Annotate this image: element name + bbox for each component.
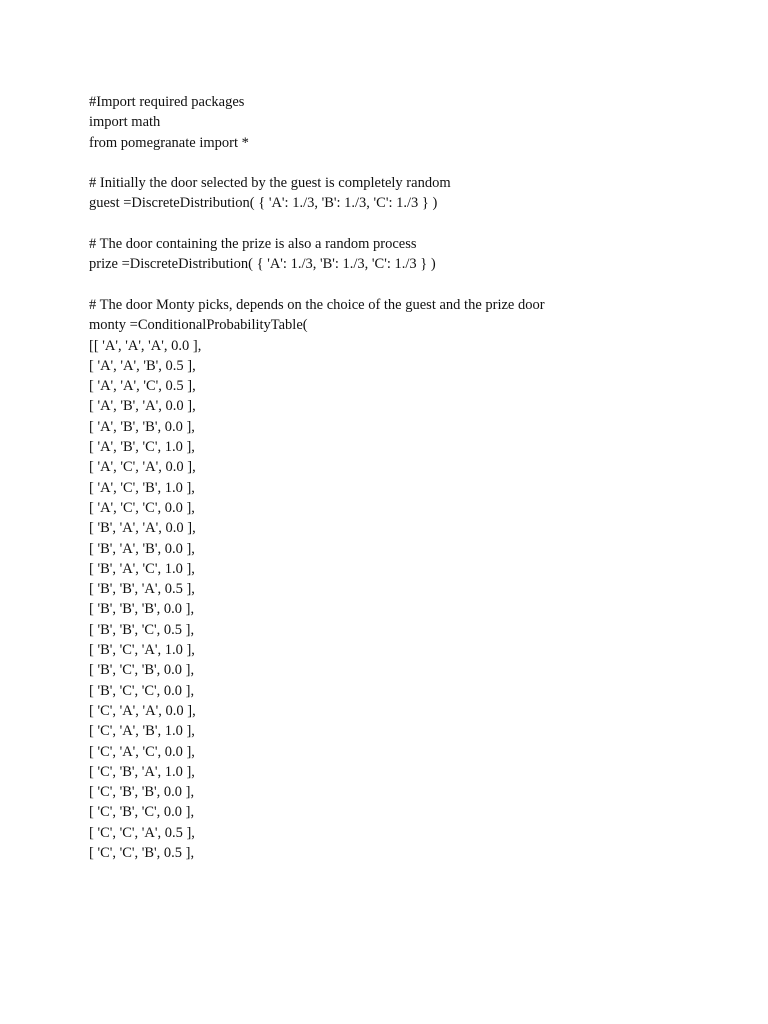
- table-row: [ 'B', 'B', 'A', 0.5 ],: [89, 581, 195, 598]
- monty-comment: # The door Monty picks, depends on the choice of the guest and the prize door: [89, 296, 545, 313]
- table-row: [ 'B', 'B', 'B', 0.0 ],: [89, 601, 195, 618]
- blank-line: [89, 153, 545, 173]
- import-comment: #Import required packages: [89, 94, 245, 110]
- monty-code-line: monty =ConditionalProbabilityTable(: [89, 317, 308, 334]
- table-row: [ 'B', 'C', 'C', 0.0 ],: [89, 682, 195, 699]
- blank-line: [89, 214, 545, 234]
- table-row: [ 'B', 'B', 'C', 0.5 ],: [89, 621, 195, 638]
- code-listing: [89, 92, 545, 863]
- table-row: [ 'B', 'C', 'A', 1.0 ],: [89, 642, 195, 659]
- table-row: [ 'C', 'C', 'B', 0.5 ],: [89, 844, 195, 861]
- guest-code-line: guest =DiscreteDistribution( { 'A': 1./3, 'B': 1./3, 'C': 1./3 } ): [89, 195, 438, 212]
- table-row: [[ 'A', 'A', 'A', 0.0 ],: [89, 337, 202, 354]
- guest-comment: # Initially the door selected by the guest is completely random: [89, 175, 451, 192]
- table-row: [ 'A', 'B', 'C', 1.0 ],: [89, 439, 195, 456]
- table-row: [ 'A', 'B', 'A', 0.0 ],: [89, 398, 196, 415]
- blank-line: [89, 275, 545, 295]
- table-row: [ 'A', 'B', 'B', 0.0 ],: [89, 418, 195, 435]
- table-row: [ 'C', 'A', 'B', 1.0 ],: [89, 723, 195, 740]
- import-math-line: import math: [89, 114, 161, 131]
- table-row: [ 'A', 'C', 'C', 0.0 ],: [89, 499, 195, 516]
- table-row: [ 'C', 'B', 'B', 0.0 ],: [89, 784, 195, 801]
- table-row: [ 'B', 'A', 'B', 0.0 ],: [89, 540, 195, 557]
- table-row: [ 'B', 'A', 'C', 1.0 ],: [89, 560, 195, 577]
- table-row: [ 'A', 'C', 'A', 0.0 ],: [89, 459, 196, 476]
- table-row: [ 'C', 'B', 'A', 1.0 ],: [89, 763, 195, 780]
- prize-comment: # The door containing the prize is also a random process: [89, 236, 417, 253]
- table-row: [ 'B', 'C', 'B', 0.0 ],: [89, 662, 195, 679]
- table-row: [ 'C', 'A', 'C', 0.0 ],: [89, 743, 195, 760]
- table-row: [ 'C', 'C', 'A', 0.5 ],: [89, 824, 195, 841]
- table-row: [ 'A', 'A', 'C', 0.5 ],: [89, 378, 196, 395]
- table-row: [ 'A', 'A', 'B', 0.5 ],: [89, 357, 196, 374]
- table-row: [ 'C', 'A', 'A', 0.0 ],: [89, 702, 196, 719]
- table-row: [ 'B', 'A', 'A', 0.0 ],: [89, 520, 196, 537]
- prize-code-line: prize =DiscreteDistribution( { 'A': 1./3, 'B': 1./3, 'C': 1./3 } ): [89, 256, 436, 273]
- table-row: [ 'C', 'B', 'C', 0.0 ],: [89, 804, 195, 821]
- import-pomegranate-line: from pomegranate import *: [89, 134, 249, 151]
- table-row: [ 'A', 'C', 'B', 1.0 ],: [89, 479, 195, 496]
